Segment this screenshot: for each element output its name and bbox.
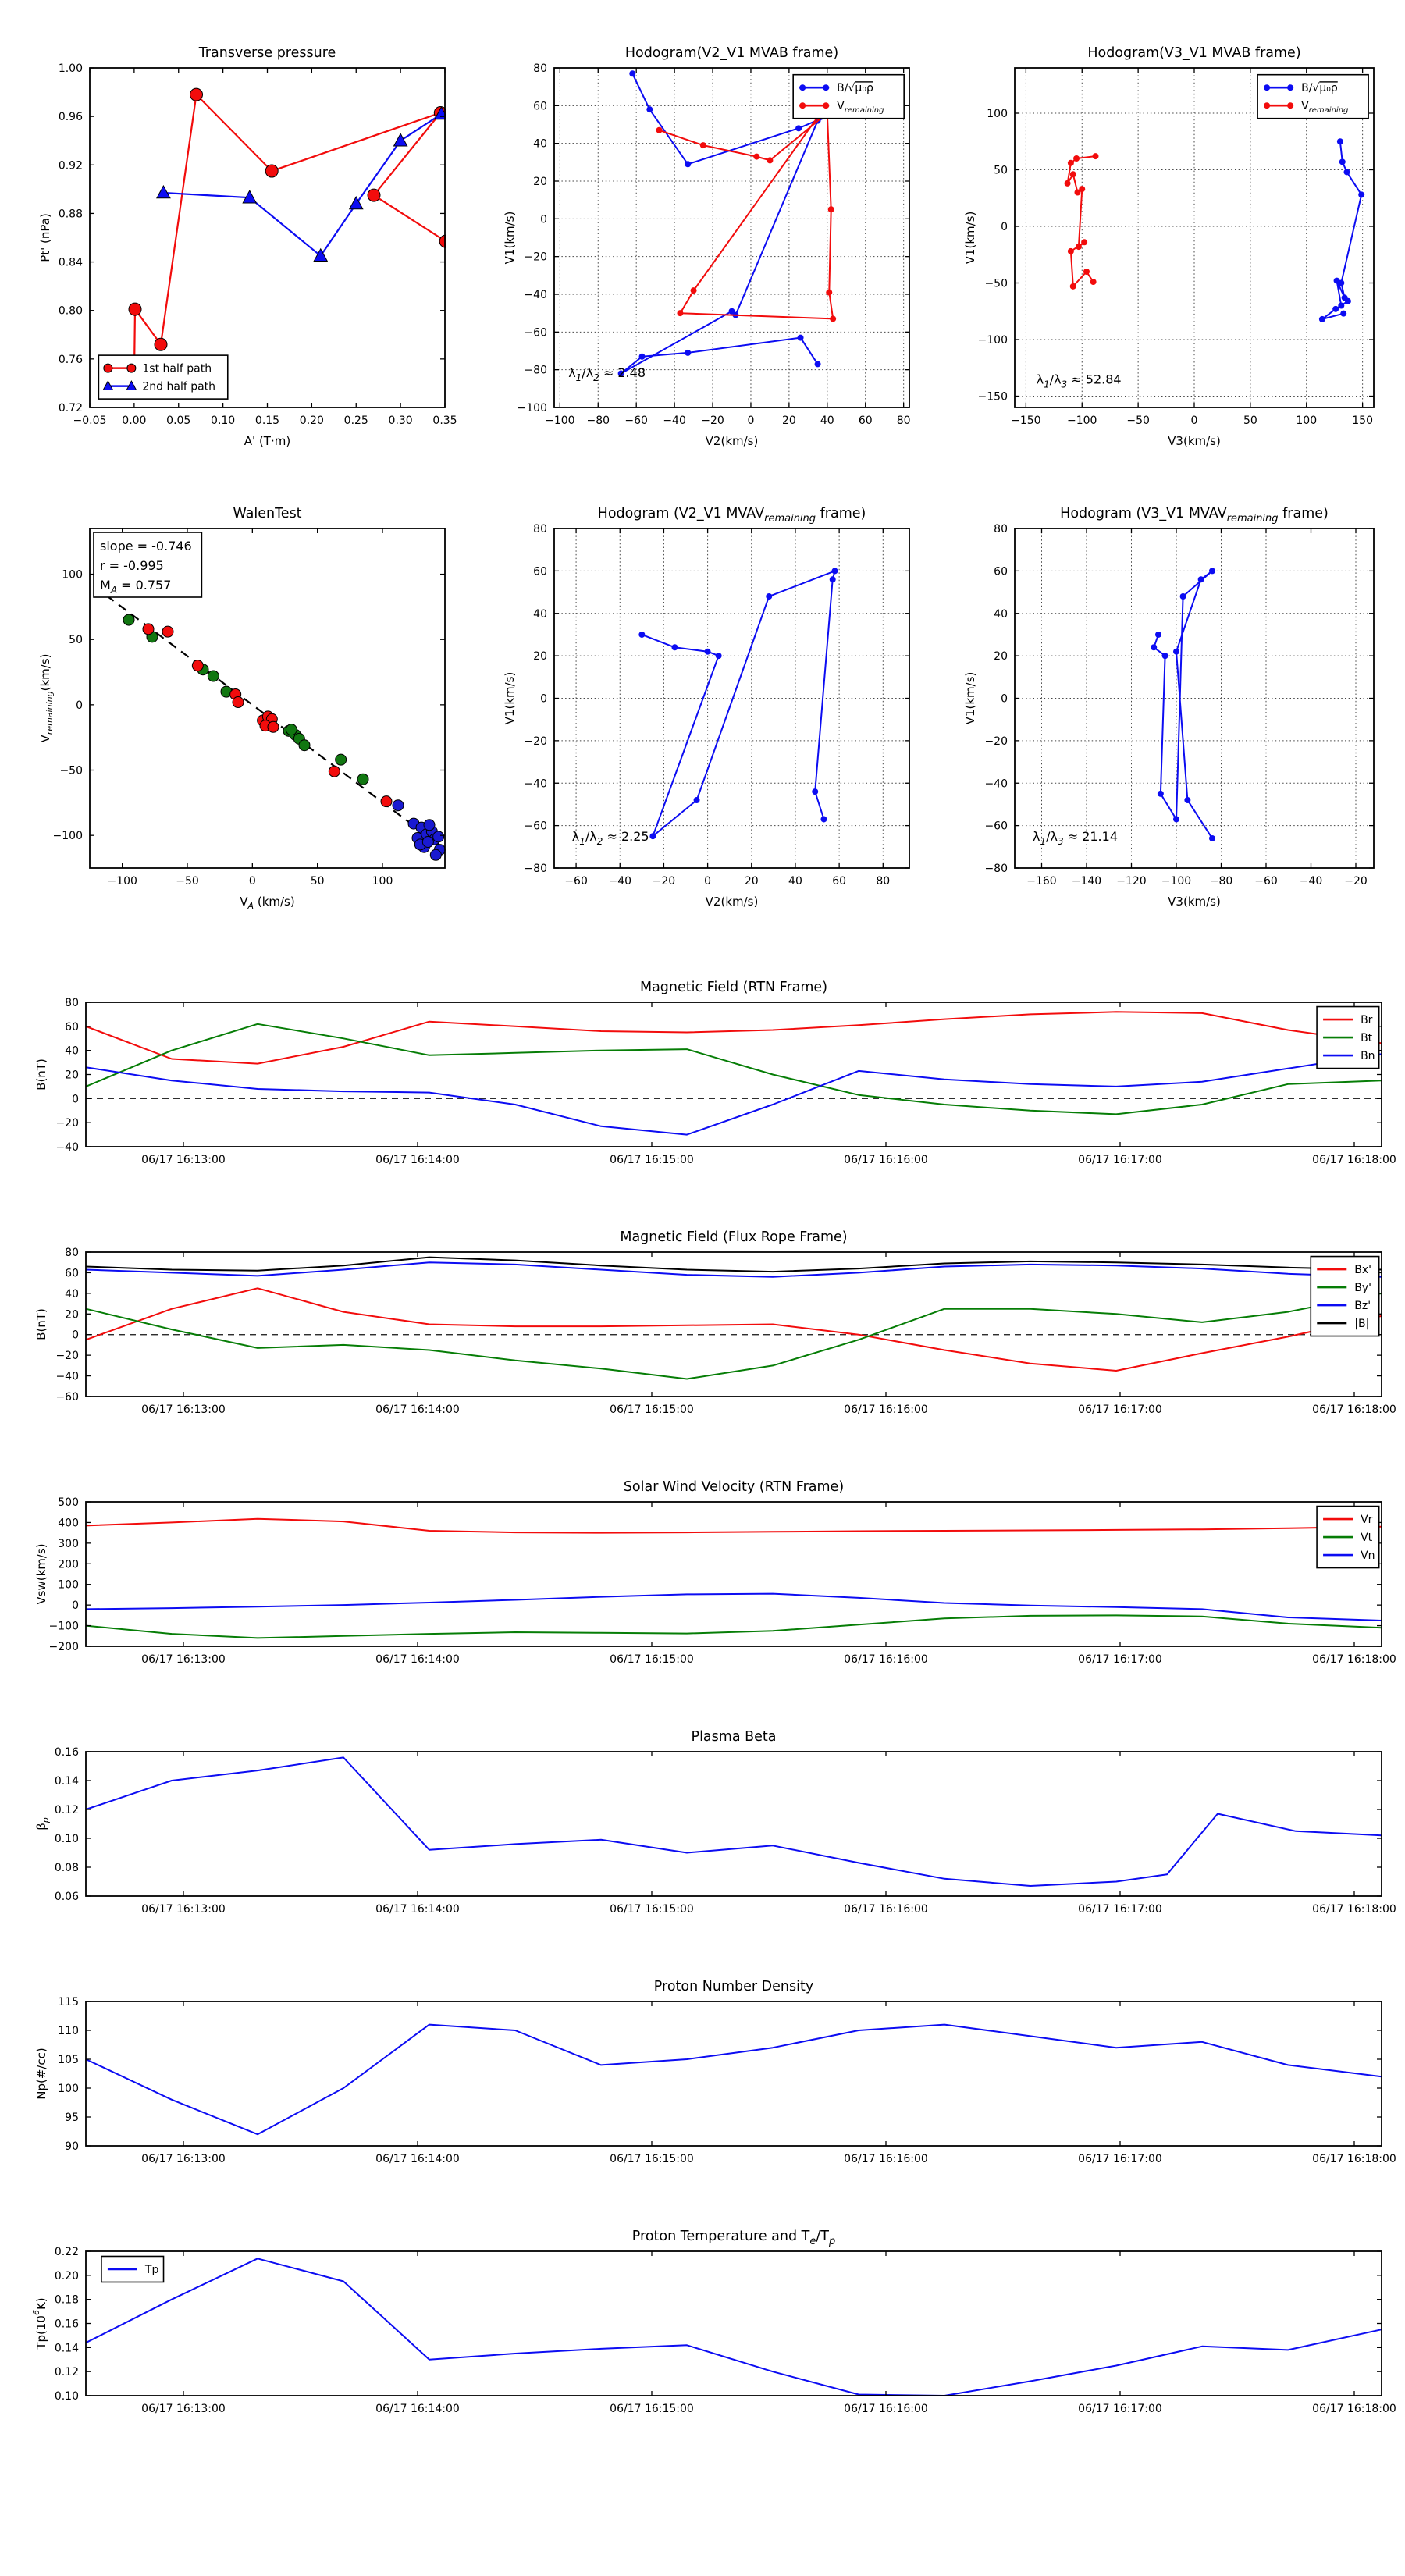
svg-text:06/17 16:16:00: 06/17 16:16:00 xyxy=(844,1653,928,1666)
svg-text:−80: −80 xyxy=(1209,875,1233,888)
svg-text:Bx': Bx' xyxy=(1354,1264,1372,1277)
svg-text:06/17 16:17:00: 06/17 16:17:00 xyxy=(1078,2153,1162,2165)
svg-text:−100: −100 xyxy=(545,415,575,427)
svg-text:0.25: 0.25 xyxy=(343,415,368,427)
series-scatter-red xyxy=(143,624,392,807)
svg-text:0.08: 0.08 xyxy=(54,1862,79,1874)
chart-hodogram-v3v1-mvab xyxy=(941,20,1397,468)
svg-text:20: 20 xyxy=(65,1069,79,1082)
svg-text:50: 50 xyxy=(310,875,325,888)
svg-text:−40: −40 xyxy=(55,1370,79,1383)
svg-text:40: 40 xyxy=(788,875,802,888)
svg-text:0.14: 0.14 xyxy=(54,2342,79,2355)
svg-text:0.20: 0.20 xyxy=(54,2269,79,2282)
svg-text:V1(km/s): V1(km/s) xyxy=(503,671,517,725)
svg-text:−60: −60 xyxy=(1254,875,1278,888)
chart-proton-temperature xyxy=(23,2211,1397,2439)
chart-walen-test xyxy=(23,480,476,929)
svg-text:Solar Wind Velocity (RTN Frame: Solar Wind Velocity (RTN Frame) xyxy=(623,1479,845,1495)
svg-text:V1(km/s): V1(km/s) xyxy=(503,211,517,265)
svg-text:Hodogram(V3_V1 MVAB frame): Hodogram(V3_V1 MVAB frame) xyxy=(1087,45,1301,61)
svg-text:20: 20 xyxy=(781,415,796,427)
series-beta-p xyxy=(86,1757,1382,1886)
series-Np xyxy=(86,2025,1382,2135)
chart-plasma-beta xyxy=(23,1711,1397,1939)
chart-hodogram-v3v1-mvav xyxy=(941,480,1397,929)
svg-text:20: 20 xyxy=(744,875,759,888)
svg-text:−60: −60 xyxy=(984,820,1008,833)
svg-text:Vt: Vt xyxy=(1361,1532,1373,1545)
svg-text:−40: −40 xyxy=(524,289,547,301)
svg-text:60: 60 xyxy=(994,565,1008,578)
svg-text:−80: −80 xyxy=(524,364,547,377)
svg-text:0: 0 xyxy=(1190,415,1198,427)
svg-text:110: 110 xyxy=(58,2025,79,2037)
svg-text:80: 80 xyxy=(896,415,911,427)
svg-text:06/17 16:16:00: 06/17 16:16:00 xyxy=(844,1404,928,1416)
svg-text:0: 0 xyxy=(76,699,83,712)
svg-text:60: 60 xyxy=(65,1020,79,1034)
svg-text:06/17 16:16:00: 06/17 16:16:00 xyxy=(844,1903,928,1916)
svg-text:−60: −60 xyxy=(524,820,547,833)
chart-hodogram-v2v1-mvav xyxy=(480,480,929,929)
svg-text:−100: −100 xyxy=(517,402,547,415)
svg-text:100: 100 xyxy=(58,2083,79,2095)
svg-text:06/17 16:13:00: 06/17 16:13:00 xyxy=(141,1404,226,1416)
svg-text:V2(km/s): V2(km/s) xyxy=(705,895,759,909)
svg-text:Proton Temperature and Te/Tp: Proton Temperature and $T_e/T_p$ xyxy=(631,2229,836,2247)
svg-text:−50: −50 xyxy=(176,875,199,888)
svg-text:06/17 16:14:00: 06/17 16:14:00 xyxy=(375,2153,460,2165)
svg-text:−20: −20 xyxy=(55,1350,79,1363)
svg-text:λ1/λ2 ≈ 2.25: $\lambda_1/\lambda_2 \approx 2.25$ xyxy=(571,829,649,848)
svg-text:80: 80 xyxy=(533,62,547,75)
svg-text:0.14: 0.14 xyxy=(54,1775,79,1788)
svg-text:−80: −80 xyxy=(524,863,547,875)
svg-text:0.15: 0.15 xyxy=(254,415,280,427)
svg-text:0.18: 0.18 xyxy=(54,2293,79,2307)
svg-text:06/17 16:15:00: 06/17 16:15:00 xyxy=(610,2403,694,2415)
svg-text:−200: −200 xyxy=(48,1641,79,1653)
svg-text:0.10: 0.10 xyxy=(211,415,236,427)
svg-text:−40: −40 xyxy=(984,777,1008,791)
svg-text:06/17 16:18:00: 06/17 16:18:00 xyxy=(1312,1154,1396,1166)
svg-text:−50: −50 xyxy=(1126,415,1150,427)
svg-text:0.06: 0.06 xyxy=(54,1891,79,1903)
svg-text:0.00: 0.00 xyxy=(122,415,147,427)
svg-text:V3(km/s): V3(km/s) xyxy=(1168,895,1221,909)
svg-text:06/17 16:18:00: 06/17 16:18:00 xyxy=(1312,1404,1396,1416)
svg-text:MA = 0.757: $M_A = 0.757$ xyxy=(100,578,172,596)
svg-text:0.30: 0.30 xyxy=(388,415,413,427)
series-Tp xyxy=(86,2258,1382,2396)
svg-text:06/17 16:14:00: 06/17 16:14:00 xyxy=(375,1154,460,1166)
svg-text:50: 50 xyxy=(994,164,1008,177)
svg-text:0: 0 xyxy=(72,1093,79,1106)
svg-text:100: 100 xyxy=(987,108,1008,120)
svg-text:B(nT): B(nT) xyxy=(34,1059,48,1091)
svg-text:−150: −150 xyxy=(977,390,1008,404)
series-Br xyxy=(86,1012,1382,1063)
svg-text:40: 40 xyxy=(994,607,1008,621)
svg-text:VA (km/s): $V_A$ (km/s) xyxy=(240,895,295,911)
svg-text:−100: −100 xyxy=(1067,415,1097,427)
series-scatter-blue xyxy=(393,800,445,861)
chart-svg-proton-number-density xyxy=(23,1961,1397,2189)
svg-text:0.05: 0.05 xyxy=(166,415,191,427)
svg-text:06/17 16:13:00: 06/17 16:13:00 xyxy=(141,1154,226,1166)
chart-magnetic-field-flux-rope xyxy=(23,1212,1397,1439)
svg-text:20: 20 xyxy=(994,650,1008,664)
svg-text:−20: −20 xyxy=(701,415,724,427)
svg-text:−80: −80 xyxy=(586,415,610,427)
svg-text:0: 0 xyxy=(540,213,547,226)
svg-text:0.35: 0.35 xyxy=(432,415,457,427)
svg-text:−20: −20 xyxy=(524,735,547,748)
series-first-half-path xyxy=(128,88,452,383)
svg-text:80: 80 xyxy=(65,997,79,1009)
svg-text:−140: −140 xyxy=(1071,875,1102,888)
svg-text:300: 300 xyxy=(58,1537,79,1550)
series-Vr xyxy=(86,1519,1382,1533)
svg-text:A' (T·m): A' (T·m) xyxy=(244,434,291,448)
series-Bt xyxy=(86,1024,1382,1115)
series-second-half-path xyxy=(157,107,448,262)
svg-text:V2(km/s): V2(km/s) xyxy=(705,434,759,448)
svg-text:−20: −20 xyxy=(984,735,1008,748)
svg-text:−100: −100 xyxy=(1161,875,1192,888)
svg-text:06/17 16:18:00: 06/17 16:18:00 xyxy=(1312,1903,1396,1916)
svg-text:−100: −100 xyxy=(107,875,137,888)
svg-text:80: 80 xyxy=(876,875,891,888)
svg-text:λ1/λ3 ≈ 21.14: $\lambda_1/\lambda_3 \approx 21.14$ xyxy=(1033,829,1118,848)
svg-text:Br: Br xyxy=(1361,1014,1373,1027)
svg-text:80: 80 xyxy=(533,523,547,535)
svg-text:r = -0.995: r = -0.995 xyxy=(100,558,164,573)
svg-text:200: 200 xyxy=(58,1558,79,1571)
svg-text:100: 100 xyxy=(372,875,393,888)
svg-text:06/17 16:17:00: 06/17 16:17:00 xyxy=(1078,1903,1162,1916)
svg-text:βp: $\beta_p$ xyxy=(34,1817,51,1831)
svg-text:60: 60 xyxy=(858,415,873,427)
series-b-alfven-units xyxy=(638,568,838,839)
series-b-alfven-units xyxy=(1319,138,1364,322)
svg-text:06/17 16:13:00: 06/17 16:13:00 xyxy=(141,2403,226,2415)
svg-text:60: 60 xyxy=(65,1267,79,1280)
svg-text:20: 20 xyxy=(533,176,547,188)
svg-text:Hodogram (V2_V1 MVAVremaining: Hodogram (V2_V1 $MVAV_{remaining}$ frame) xyxy=(597,506,866,525)
svg-text:−20: −20 xyxy=(1344,875,1368,888)
svg-text:Bt: Bt xyxy=(1361,1032,1373,1045)
chart-svg-magnetic-field-flux-rope xyxy=(23,1212,1397,1439)
chart-svg-transverse-pressure xyxy=(23,20,476,468)
svg-text:0.72: 0.72 xyxy=(58,402,83,415)
svg-text:B/√μ₀ρ: B/√μ₀ρ xyxy=(837,82,873,95)
series-Bx-prime xyxy=(86,1288,1382,1371)
svg-text:06/17 16:14:00: 06/17 16:14:00 xyxy=(375,1653,460,1666)
svg-text:40: 40 xyxy=(533,137,547,151)
svg-text:50: 50 xyxy=(1243,415,1257,427)
chart-hodogram-v2v1-mvab xyxy=(480,20,929,468)
chart-svg-plasma-beta xyxy=(23,1711,1397,1939)
svg-text:0.80: 0.80 xyxy=(58,304,83,318)
series-v-remaining xyxy=(1065,153,1099,290)
svg-text:80: 80 xyxy=(65,1247,79,1259)
svg-text:Vsw(km/s): Vsw(km/s) xyxy=(34,1543,48,1605)
svg-text:Proton Number Density: Proton Number Density xyxy=(653,1979,814,1994)
svg-text:−100: −100 xyxy=(48,1620,79,1633)
svg-text:0.84: 0.84 xyxy=(58,256,83,269)
svg-text:Vremaining: $V_{remaining}$ xyxy=(1301,100,1349,116)
svg-text:−20: −20 xyxy=(524,251,547,264)
svg-text:20: 20 xyxy=(65,1308,79,1322)
svg-text:0.92: 0.92 xyxy=(58,159,83,173)
svg-text:Magnetic Field (RTN Frame): Magnetic Field (RTN Frame) xyxy=(639,980,828,995)
svg-text:115: 115 xyxy=(58,1996,79,2008)
svg-text:06/17 16:17:00: 06/17 16:17:00 xyxy=(1078,1154,1162,1166)
svg-text:0: 0 xyxy=(704,875,712,888)
chart-svg-hodogram-v3v1-mvab xyxy=(941,20,1397,468)
svg-text:40: 40 xyxy=(533,607,547,621)
svg-text:1st half path: 1st half path xyxy=(142,362,212,375)
svg-text:Plasma Beta: Plasma Beta xyxy=(691,1729,777,1745)
svg-text:Bn: Bn xyxy=(1361,1050,1375,1063)
chart-svg-hodogram-v3v1-mvav xyxy=(941,480,1397,929)
svg-text:B(nT): B(nT) xyxy=(34,1308,48,1340)
svg-text:06/17 16:18:00: 06/17 16:18:00 xyxy=(1312,2153,1396,2165)
svg-text:0: 0 xyxy=(72,1329,79,1342)
svg-text:150: 150 xyxy=(1352,415,1373,427)
svg-text:−40: −40 xyxy=(1299,875,1323,888)
svg-text:06/17 16:17:00: 06/17 16:17:00 xyxy=(1078,2403,1162,2415)
svg-text:0.20: 0.20 xyxy=(299,415,324,427)
svg-text:06/17 16:15:00: 06/17 16:15:00 xyxy=(610,1653,694,1666)
svg-text:−0.05: −0.05 xyxy=(73,415,107,427)
svg-text:60: 60 xyxy=(533,100,547,113)
series-Vt xyxy=(86,1615,1382,1638)
svg-text:06/17 16:13:00: 06/17 16:13:00 xyxy=(141,2153,226,2165)
svg-text:−40: −40 xyxy=(663,415,686,427)
chart-svg-hodogram-v2v1-mvav xyxy=(480,480,929,929)
svg-text:06/17 16:15:00: 06/17 16:15:00 xyxy=(610,1903,694,1916)
chart-svg-hodogram-v2v1-mvab xyxy=(480,20,929,468)
svg-text:Vr: Vr xyxy=(1361,1514,1373,1527)
svg-text:0: 0 xyxy=(248,875,256,888)
svg-text:Np(#/cc): Np(#/cc) xyxy=(34,2048,48,2100)
svg-text:Pt' (nPa): Pt' (nPa) xyxy=(38,213,52,262)
svg-text:0.96: 0.96 xyxy=(58,111,83,124)
svg-text:0: 0 xyxy=(72,1599,79,1613)
svg-text:WalenTest: WalenTest xyxy=(233,506,302,521)
svg-text:06/17 16:17:00: 06/17 16:17:00 xyxy=(1078,1653,1162,1666)
svg-text:06/17 16:15:00: 06/17 16:15:00 xyxy=(610,1154,694,1166)
svg-text:0.10: 0.10 xyxy=(54,2390,79,2403)
svg-text:0: 0 xyxy=(1001,221,1008,233)
chart-transverse-pressure xyxy=(23,20,476,468)
svg-text:−40: −40 xyxy=(524,777,547,791)
svg-text:06/17 16:14:00: 06/17 16:14:00 xyxy=(375,1903,460,1916)
svg-text:Vremaining: $V_{remaining}$ xyxy=(837,100,884,116)
chart-proton-density xyxy=(23,1961,1397,2189)
series-By-prime xyxy=(86,1293,1382,1379)
series-B-magnitude xyxy=(86,1258,1382,1272)
svg-text:500: 500 xyxy=(58,1496,79,1509)
svg-text:Tp(106K): $Tp(10^6K)$ xyxy=(31,2297,48,2350)
svg-text:95: 95 xyxy=(65,2112,79,2124)
svg-text:λ1/λ2 ≈ 2.48: $\lambda_1/\lambda_2 \approx 2.48$ xyxy=(568,365,646,383)
svg-text:V3(km/s): V3(km/s) xyxy=(1168,434,1221,448)
svg-text:400: 400 xyxy=(58,1517,79,1530)
svg-text:Transverse pressure: Transverse pressure xyxy=(198,45,336,61)
svg-text:0.16: 0.16 xyxy=(54,2318,79,2331)
series-b-alfven-units xyxy=(1151,568,1215,841)
svg-text:Magnetic Field (Flux Rope Fram: Magnetic Field (Flux Rope Frame) xyxy=(620,1229,848,1245)
svg-text:0: 0 xyxy=(1001,692,1008,706)
series-Bn xyxy=(86,1054,1382,1134)
svg-text:06/17 16:18:00: 06/17 16:18:00 xyxy=(1312,1653,1396,1666)
svg-text:−60: −60 xyxy=(564,875,588,888)
chart-magnetic-field-rtn xyxy=(23,962,1397,1190)
svg-text:0: 0 xyxy=(540,692,547,706)
svg-text:−60: −60 xyxy=(524,326,547,340)
svg-text:By': By' xyxy=(1354,1282,1372,1295)
svg-text:−100: −100 xyxy=(52,830,83,843)
svg-text:0.10: 0.10 xyxy=(54,1833,79,1845)
chart-solar-wind-velocity xyxy=(23,1461,1397,1689)
svg-text:λ1/λ3 ≈ 52.84: $\lambda_1/\lambda_3 \approx 52.84$ xyxy=(1036,372,1122,390)
svg-text:Bz': Bz' xyxy=(1354,1300,1371,1313)
svg-text:Hodogram(V2_V1 MVAB frame): Hodogram(V2_V1 MVAB frame) xyxy=(624,45,839,61)
svg-text:50: 50 xyxy=(69,634,83,647)
svg-text:06/17 16:13:00: 06/17 16:13:00 xyxy=(141,1653,226,1666)
svg-text:60: 60 xyxy=(533,565,547,578)
svg-text:0.16: 0.16 xyxy=(54,1746,79,1759)
svg-text:−50: −50 xyxy=(59,764,83,777)
svg-text:−160: −160 xyxy=(1026,875,1057,888)
chart-svg-solar-wind-velocity xyxy=(23,1461,1397,1689)
chart-svg-magnetic-field-rtn xyxy=(23,962,1397,1190)
svg-text:0.76: 0.76 xyxy=(58,353,83,366)
svg-text:−50: −50 xyxy=(984,277,1008,290)
svg-text:−60: −60 xyxy=(624,415,648,427)
svg-text:06/17 16:14:00: 06/17 16:14:00 xyxy=(375,2403,460,2415)
svg-text:100: 100 xyxy=(58,1578,79,1592)
svg-text:06/17 16:16:00: 06/17 16:16:00 xyxy=(844,1154,928,1166)
chart-svg-proton-temperature xyxy=(23,2211,1397,2439)
svg-text:−20: −20 xyxy=(652,875,676,888)
svg-text:80: 80 xyxy=(994,523,1008,535)
svg-text:V1(km/s): V1(km/s) xyxy=(963,211,977,265)
svg-text:0: 0 xyxy=(747,415,755,427)
svg-text:06/17 16:15:00: 06/17 16:15:00 xyxy=(610,2153,694,2165)
svg-text:Tp: Tp xyxy=(144,2263,159,2276)
svg-text:−120: −120 xyxy=(1116,875,1147,888)
svg-text:06/17 16:13:00: 06/17 16:13:00 xyxy=(141,1903,226,1916)
svg-text:1.00: 1.00 xyxy=(58,62,83,75)
svg-text:slope = -0.746: slope = -0.746 xyxy=(100,539,192,553)
svg-text:−100: −100 xyxy=(977,334,1008,347)
svg-text:Vremaining(km/s): $V_{remaining}(km/s)$ xyxy=(38,653,55,743)
svg-text:V1(km/s): V1(km/s) xyxy=(963,671,977,725)
svg-text:06/17 16:16:00: 06/17 16:16:00 xyxy=(844,2403,928,2415)
svg-text:Hodogram (V3_V1 MVAVremaining: Hodogram (V3_V1 $MVAV_{remaining}$ frame) xyxy=(1060,506,1329,525)
svg-text:60: 60 xyxy=(832,875,847,888)
svg-text:06/17 16:15:00: 06/17 16:15:00 xyxy=(610,1404,694,1416)
svg-text:0.12: 0.12 xyxy=(54,1804,79,1816)
svg-text:−40: −40 xyxy=(55,1141,79,1154)
svg-text:0.22: 0.22 xyxy=(54,2246,79,2258)
svg-text:Vn: Vn xyxy=(1361,1550,1375,1563)
svg-text:2nd half path: 2nd half path xyxy=(142,380,216,393)
svg-text:−60: −60 xyxy=(55,1391,79,1404)
svg-text:40: 40 xyxy=(65,1044,79,1058)
svg-text:40: 40 xyxy=(820,415,834,427)
chart-svg-walen-test xyxy=(23,480,476,929)
svg-text:06/17 16:16:00: 06/17 16:16:00 xyxy=(844,2153,928,2165)
svg-text:−150: −150 xyxy=(1011,415,1041,427)
svg-text:06/17 16:18:00: 06/17 16:18:00 xyxy=(1312,2403,1396,2415)
svg-text:−40: −40 xyxy=(608,875,632,888)
svg-text:0.12: 0.12 xyxy=(54,2366,79,2379)
svg-text:20: 20 xyxy=(533,650,547,664)
svg-text:06/17 16:17:00: 06/17 16:17:00 xyxy=(1078,1404,1162,1416)
svg-text:40: 40 xyxy=(65,1287,79,1300)
svg-text:06/17 16:14:00: 06/17 16:14:00 xyxy=(375,1404,460,1416)
svg-text:0.88: 0.88 xyxy=(58,208,83,221)
svg-text:−20: −20 xyxy=(55,1117,79,1130)
svg-text:B/√μ₀ρ: B/√μ₀ρ xyxy=(1301,82,1338,95)
svg-text:100: 100 xyxy=(1296,415,1318,427)
svg-text:105: 105 xyxy=(58,2054,79,2066)
svg-text:90: 90 xyxy=(65,2140,79,2153)
svg-text:100: 100 xyxy=(62,568,83,582)
svg-text:|B|: |B| xyxy=(1354,1318,1370,1331)
svg-text:−80: −80 xyxy=(984,863,1008,875)
